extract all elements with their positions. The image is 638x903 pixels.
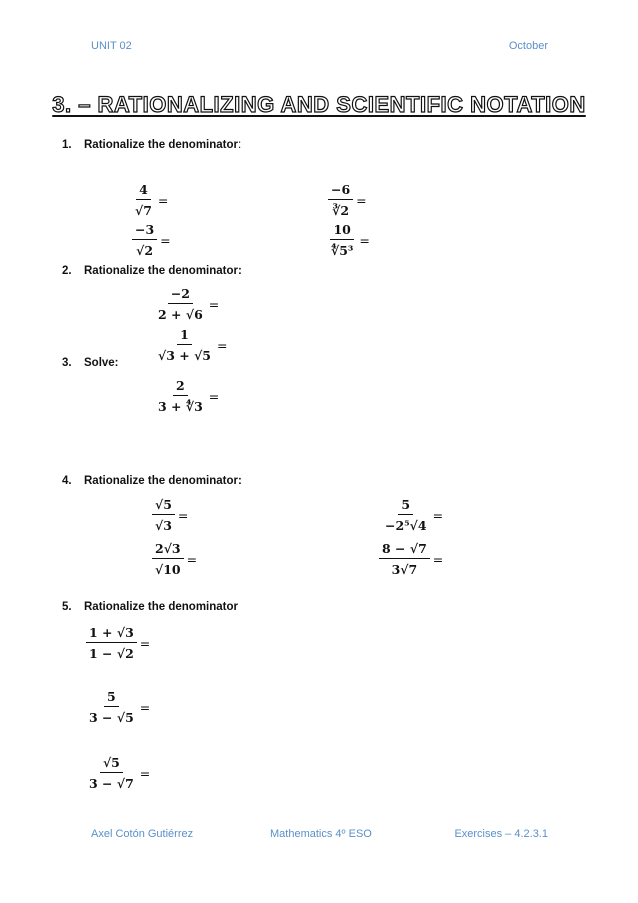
question-4-heading bbox=[62, 475, 242, 487]
math-fraction bbox=[132, 222, 171, 258]
math-fraction bbox=[152, 497, 188, 533]
numerator: 1 bbox=[177, 327, 192, 345]
header-unit: UNIT 02 bbox=[91, 40, 132, 52]
equals-sign: = bbox=[208, 296, 220, 312]
denominator: ∛2 bbox=[332, 203, 350, 218]
equals-sign: = bbox=[139, 765, 151, 781]
equals-sign: = bbox=[186, 551, 198, 567]
denominator: ∜5³ bbox=[331, 243, 354, 258]
numerator: 2√3 bbox=[152, 541, 184, 559]
header-month: October bbox=[508, 40, 548, 52]
question-number: 3. bbox=[62, 357, 72, 369]
math-fraction bbox=[86, 625, 150, 661]
numerator: −2 bbox=[168, 286, 193, 304]
math-fraction bbox=[155, 327, 228, 363]
math-fraction bbox=[382, 497, 443, 533]
math-fraction bbox=[155, 378, 219, 414]
math-fraction bbox=[328, 222, 370, 258]
denominator: √3 bbox=[155, 518, 172, 533]
equals-sign: = bbox=[139, 635, 151, 651]
equals-sign: = bbox=[139, 699, 151, 715]
numerator: 5 bbox=[398, 497, 413, 515]
numerator: 5 bbox=[104, 689, 119, 707]
equals-sign: = bbox=[359, 232, 370, 248]
numerator: √5 bbox=[152, 497, 175, 515]
equals-sign: = bbox=[432, 551, 444, 567]
question-label: Rationalize the denominator bbox=[84, 601, 238, 613]
denominator: √3 + √5 bbox=[158, 348, 212, 363]
equals-sign: = bbox=[208, 388, 220, 404]
equals-sign: = bbox=[217, 337, 228, 353]
question-1-heading bbox=[62, 139, 241, 151]
footer-subject: Mathematics 4º ESO bbox=[270, 828, 372, 840]
math-fraction bbox=[328, 182, 367, 218]
denominator: 1 − √2 bbox=[89, 646, 134, 661]
denominator: 2 + √6 bbox=[158, 307, 203, 322]
numerator: 4 bbox=[136, 182, 151, 200]
denominator: 3 − √7 bbox=[89, 776, 134, 791]
question-label: Rationalize the denominator: bbox=[84, 475, 242, 487]
question-5-heading bbox=[62, 601, 238, 613]
footer-exercise-ref: Exercises – 4.2.3.1 bbox=[454, 828, 548, 840]
numerator: −3 bbox=[132, 222, 157, 240]
denominator: √10 bbox=[155, 562, 181, 577]
numerator: 10 bbox=[330, 222, 353, 240]
footer-author: Axel Cotón Gutiérrez bbox=[91, 828, 194, 840]
equals-sign: = bbox=[356, 192, 367, 208]
numerator: 8 − √7 bbox=[379, 541, 430, 559]
math-fraction bbox=[152, 541, 197, 577]
equals-sign: = bbox=[432, 507, 444, 523]
denominator: 3√7 bbox=[391, 562, 418, 577]
math-fraction bbox=[379, 541, 443, 577]
denominator: √7 bbox=[135, 203, 152, 218]
equals-sign: = bbox=[160, 232, 171, 248]
question-number: 4. bbox=[62, 475, 72, 487]
question-2-heading bbox=[62, 265, 242, 277]
question-label: Solve: bbox=[84, 357, 119, 369]
page-title: 3. – RATIONALIZING AND SCIENTIFIC NOTATION bbox=[52, 92, 586, 117]
numerator: 1 + √3 bbox=[86, 625, 137, 643]
numerator: √5 bbox=[100, 755, 123, 773]
question-label: Rationalize the denominator bbox=[84, 139, 238, 151]
math-fraction bbox=[132, 182, 168, 218]
question-colon: : bbox=[238, 139, 242, 151]
question-number: 1. bbox=[62, 139, 72, 151]
question-3-heading bbox=[62, 357, 119, 369]
numerator: −6 bbox=[328, 182, 353, 200]
equals-sign: = bbox=[157, 192, 169, 208]
equals-sign: = bbox=[177, 507, 189, 523]
denominator: 3 + ∜3 bbox=[158, 399, 203, 414]
math-fraction bbox=[86, 689, 150, 725]
question-number: 5. bbox=[62, 601, 72, 613]
denominator: √2 bbox=[136, 243, 154, 258]
question-label: Rationalize the denominator: bbox=[84, 265, 242, 277]
question-number: 2. bbox=[62, 265, 72, 277]
numerator: 2 bbox=[173, 378, 188, 396]
denominator: 3 − √5 bbox=[89, 710, 134, 725]
math-fraction bbox=[86, 755, 150, 791]
denominator: −2⁵√4 bbox=[385, 518, 427, 533]
math-fraction bbox=[155, 286, 219, 322]
